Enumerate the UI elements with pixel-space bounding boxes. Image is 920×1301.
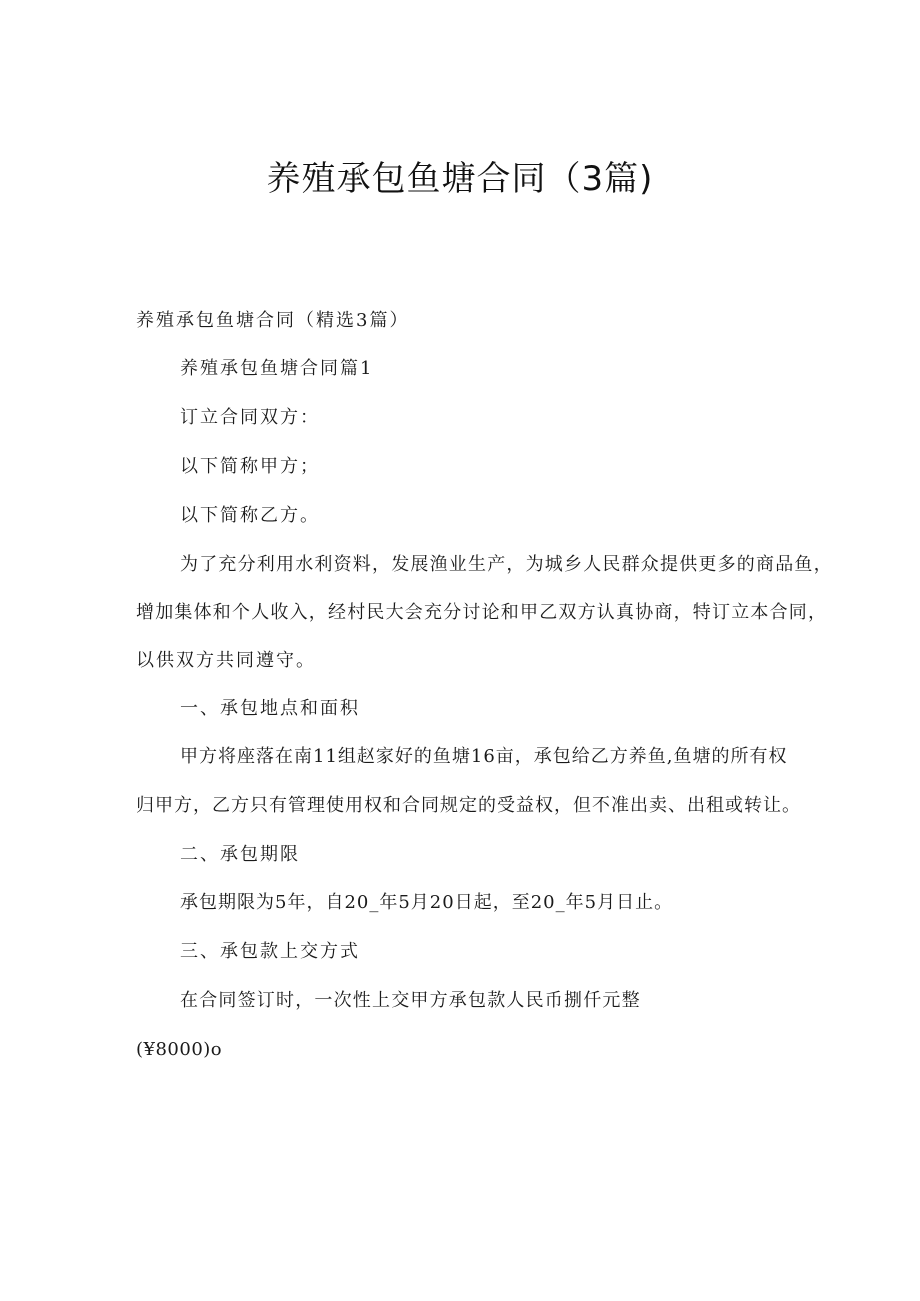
- section-1-line-2: 归甲方，乙方只有管理使用权和合同规定的受益权，但不准出卖、出租或转让。: [136, 795, 801, 816]
- section-2-heading: 二、承包期限: [180, 844, 300, 865]
- document-subtitle: 养殖承包鱼塘合同（精选3篇）: [136, 310, 410, 331]
- section-3-line-1: 在合同签订时，一次性上交甲方承包款人民币捌仟元整: [180, 990, 641, 1011]
- section-1-line-1: 甲方将座落在南11组赵家好的鱼塘16亩，承包给乙方养鱼,鱼塘的所有权: [180, 746, 788, 767]
- section-2-text: 承包期限为5年，自20_年5月20日起，至20_年5月日止。: [180, 892, 674, 913]
- preamble-line-1: 为了充分利用水利资料，发展渔业生产，为城乡人民群众提供更多的商品鱼，: [180, 554, 833, 575]
- preamble-line-3: 以供双方共同遵守。: [136, 650, 316, 671]
- section-3-heading: 三、承包款上交方式: [180, 941, 360, 962]
- document-title: 养殖承包鱼塘合同（3篇): [266, 159, 654, 199]
- section-3-line-2: (¥8000)o: [136, 1039, 223, 1060]
- preamble-line-2: 增加集体和个人收入，经村民大会充分讨论和甲乙双方认真协商，特订立本合同，: [136, 602, 828, 623]
- party-a-line: 以下简称甲方；: [180, 456, 320, 477]
- chapter-heading: 养殖承包鱼塘合同篇1: [180, 358, 374, 379]
- section-1-heading: 一、承包地点和面积: [180, 698, 360, 719]
- parties-label: 订立合同双方：: [180, 407, 320, 428]
- party-b-line: 以下简称乙方。: [180, 505, 320, 526]
